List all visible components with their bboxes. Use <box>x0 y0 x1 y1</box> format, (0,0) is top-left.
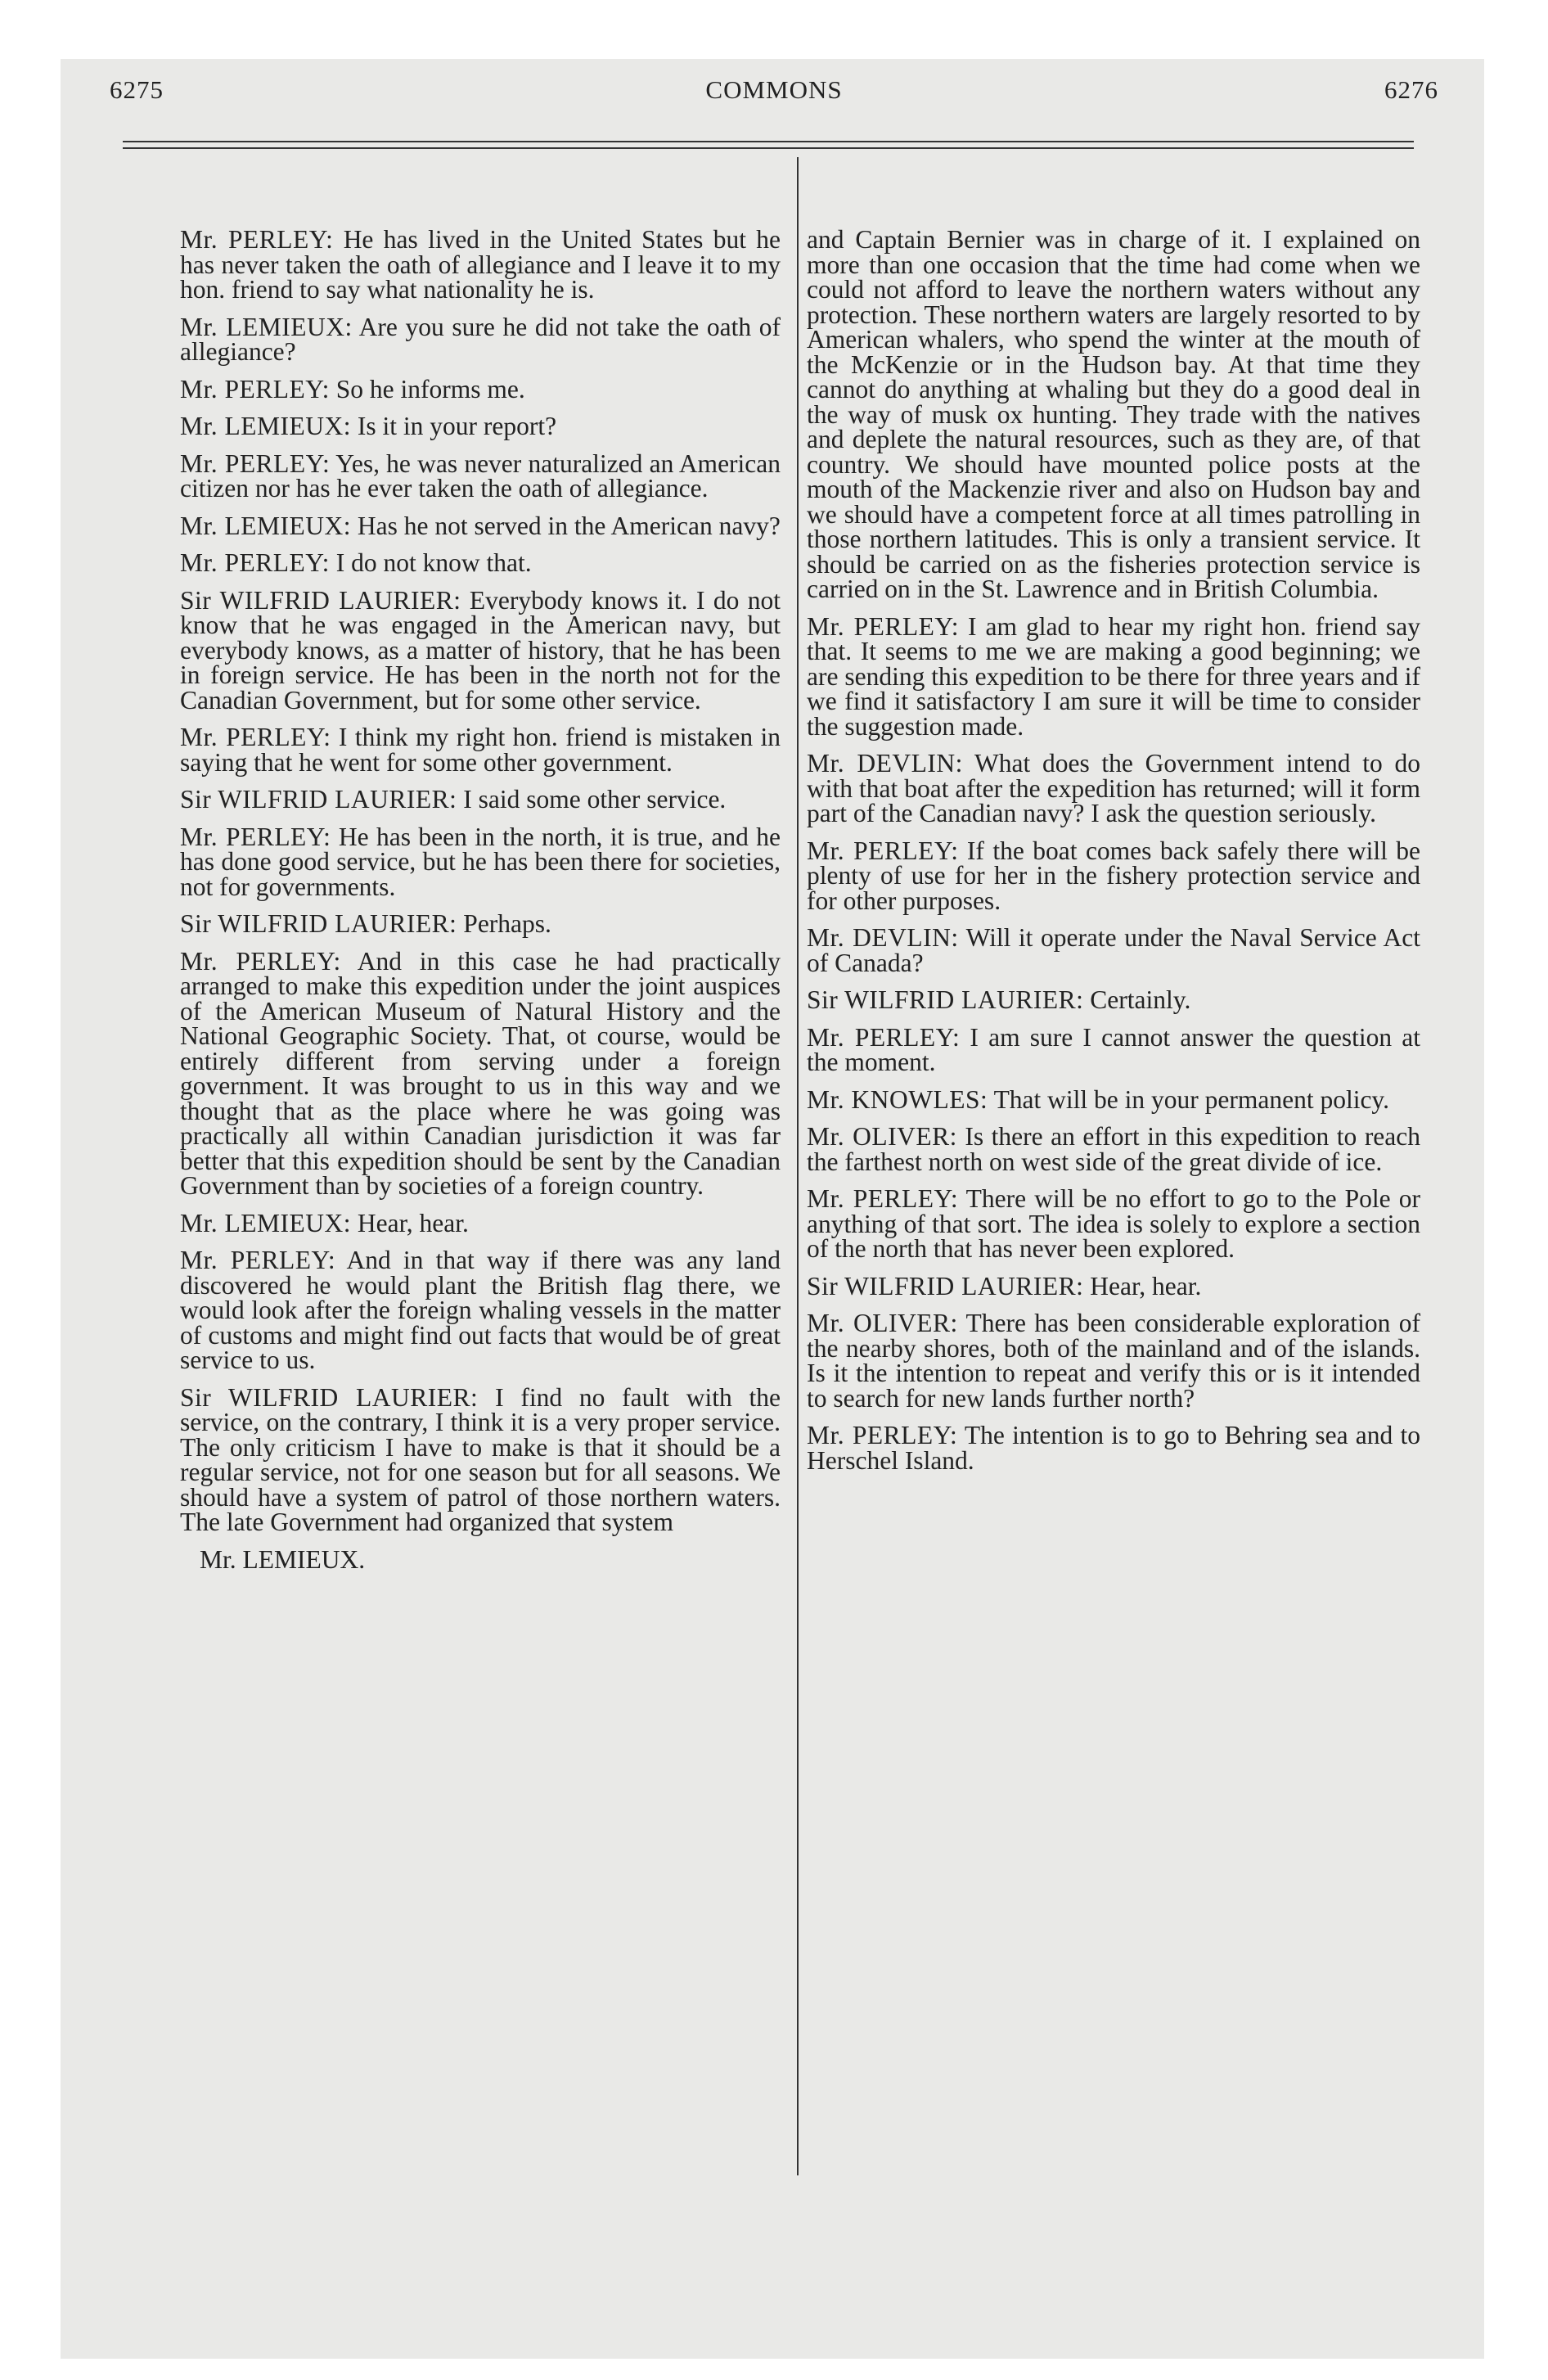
speech-text: Are you sure he did not take the oath of allegiance? <box>180 312 781 366</box>
speaker-name: Mr. PERLEY: <box>807 611 959 641</box>
speech-paragraph <box>180 225 781 304</box>
speech-paragraph <box>807 1311 1420 1411</box>
speech-text: And in that way if there was any land discovered he would plant the British flag there, we would look after the foreign whaling vessels in the matter of customs and might find out facts that would be of great service to us. <box>180 1246 781 1374</box>
speech-text: Certainly. <box>1090 985 1191 1014</box>
header-rule-top <box>123 141 1414 142</box>
speech-paragraph <box>180 946 781 1200</box>
speech-text: Hear, hear. <box>1090 1271 1202 1300</box>
page-header <box>110 75 1438 116</box>
speech-text: Perhaps. <box>463 909 551 938</box>
speech-text: There will be no effort to go to the Pole or anything of that sort. The idea is solely to explore a section of the north that has never been explored. <box>807 1184 1420 1263</box>
speaker-name: Mr. PERLEY: <box>180 822 331 851</box>
speech-text: Is it in your report? <box>357 412 557 440</box>
speaker-name: Mr. PERLEY: <box>807 1022 961 1052</box>
right-paragraphs <box>807 225 1421 1475</box>
speech-text: He has lived in the United States but he has never taken the oath of allegiance and I leave it to my hon. friend to say what nationality he is. <box>180 225 781 304</box>
speech-text: Hear, hear. <box>357 1208 469 1237</box>
speaker-name: Mr. PERLEY: <box>807 1184 959 1213</box>
speech-paragraph <box>180 787 781 813</box>
speaker-name: Mr. LEMIEUX: <box>180 412 351 440</box>
speech-text: I am sure I cannot answer the question at the moment. <box>807 1022 1421 1076</box>
speech-text: If the boat comes back safely there will be plenty of use for her in the fishery protection service and for other purposes. <box>807 836 1421 915</box>
speech-paragraph <box>180 585 781 714</box>
speaker-name: Mr. LEMIEUX: <box>180 312 353 341</box>
speech-paragraph <box>807 611 1421 741</box>
right-column <box>807 225 1421 1485</box>
speech-text: Yes, he was never naturalized an American citizen nor has he ever taken the oath of allegiance. <box>180 449 781 503</box>
header-rule-bottom <box>123 147 1414 149</box>
speech-paragraph <box>807 985 1420 1014</box>
page-number-right: 6276 <box>1384 75 1438 104</box>
speech-paragraph <box>807 751 1420 827</box>
speech-paragraph <box>807 1084 1420 1114</box>
speaker-name: Mr. LEMIEUX: <box>180 1208 351 1237</box>
speech-paragraph <box>180 312 781 366</box>
speech-text: I find no fault with the service, on the contrary, I think it is a very proper service. The only criticism I have to make is that it should be a regular service, not for one season but for all seasons. We should have a system of patrol of those northern waters. The late Government had organized that system <box>180 1382 781 1536</box>
speech-paragraph <box>807 1271 1420 1300</box>
page-title: COMMONS <box>705 75 843 104</box>
speaker-name: Sir WILFRID LAURIER: <box>807 985 1084 1014</box>
speech-text: Has he not served in the American navy? <box>357 511 781 540</box>
speaker-name: Sir WILFRID LAURIER: <box>807 1271 1084 1300</box>
speech-text: The intention is to go to Behring sea and to Herschel Island. <box>807 1421 1420 1475</box>
speech-text: What does the Government intend to do with that boat after the expedition has returned; will it form part of the Canadian navy? I ask the question seriously. <box>807 749 1421 827</box>
speaker-name: Sir WILFRID LAURIER: <box>180 785 457 814</box>
left-column <box>180 225 781 1574</box>
speaker-name: Sir WILFRID LAURIER: <box>180 1382 479 1412</box>
speech-paragraph <box>180 449 781 503</box>
speech-text: And in this case he had practically arranged to make this expedition under the joint auspices of the American Museum of Natural History and the National Geographic Society. That, ot course, would be entirely different from serving under a foreign government. It was brought to us in this way and we thought that as the place where he was going was practically all within Canadian jurisdiction it was far better that this expedition should be sent by the Canadian Government than by societies of a foreign country. <box>180 946 781 1200</box>
speaker-name: Mr. PERLEY: <box>180 449 331 478</box>
speech-text: Will it operate under the Naval Service Act of Canada? <box>807 923 1420 977</box>
speech-paragraph <box>807 923 1420 977</box>
speech-text: I said some other service. <box>463 785 727 814</box>
speech-paragraph <box>180 725 781 775</box>
speech-paragraph <box>807 1122 1421 1176</box>
page-number-left: 6275 <box>110 75 164 104</box>
speech-text: There has been considerable exploration of the nearby shores, both of the mainland and of the islands. Is it the intention to repeat and verify this or is it intended to search for new lands further north? <box>807 1309 1420 1413</box>
speaker-name: Mr. PERLEY: <box>180 946 341 976</box>
speaker-name: Mr. PERLEY: <box>180 548 330 577</box>
speaker-name: Mr. OLIVER: <box>807 1122 957 1151</box>
speech-text: and Captain Bernier was in charge of it. I explained on more than one occasion that the time had come when we could not afford to leave the northern waters without any protection. These northern waters are largely resorted to by American whalers, who spend the winter at the mouth of the McKenzie or in the Hudson bay. At that time they cannot do anything at whaling but they do a good deal in the way of musk ox hunting. They trade with the natives and deplete the natural resources, such as they are, of that country. We should have mounted police posts at the mouth of the Mackenzie river and also on Hudson bay and we should have a competent force at all times patrolling in those northern latitudes. This is only a transient service. It should be carried on as the fisheries protection service is carried on in the St. Lawrence and in British Columbia. <box>807 225 1420 603</box>
speaker-name: Mr. OLIVER: <box>807 1309 958 1337</box>
speech-text: Is there an effort in this expedition to reach the farthest north on west side of the great divide of ice. <box>807 1122 1421 1176</box>
speech-text: He has been in the north, it is true, and he has done good service, but he has been there for societies, not for governments. <box>180 822 781 901</box>
speaker-name: Mr. PERLEY: <box>180 374 330 403</box>
speaker-name: Mr. DEVLIN: <box>807 923 959 952</box>
speaker-name: Sir WILFRID LAURIER: <box>180 585 461 615</box>
speaker-name: Mr. PERLEY: <box>180 723 331 751</box>
speech-paragraph <box>180 822 781 901</box>
speech-text: Everybody knows it. I do not know that he was engaged in the American navy, but everybody knows, as a matter of history, that he has been in foreign service. He has been in the north not for the Canadian Government, but for some other service. <box>180 585 781 714</box>
left-paragraphs <box>180 225 781 1536</box>
speech-text: I do not know that. <box>335 548 532 577</box>
speech-text: I think my right hon. friend is mistaken in saying that he went for some other government. <box>180 723 781 777</box>
speech-text: I am glad to hear my right hon. friend say that. It seems to me we are making a good beginning; we are sending this expedition to be there for three years and if we find it satisfactory I am sure it will be time to consider the suggestion made. <box>807 611 1421 741</box>
speech-paragraph <box>807 1184 1420 1263</box>
column-divider <box>797 157 799 2175</box>
speech-paragraph <box>180 374 781 403</box>
speaker-name: Mr. PERLEY: <box>180 225 334 254</box>
speaker-name: Mr. PERLEY: <box>180 1246 336 1274</box>
speaker-name: Mr. LEMIEUX: <box>180 511 351 540</box>
speaker-name: Mr. KNOWLES: <box>807 1084 988 1114</box>
speech-paragraph <box>180 548 781 577</box>
running-footer: Mr. LEMIEUX. <box>200 1544 366 1574</box>
speech-paragraph <box>807 836 1421 915</box>
speech-paragraph <box>180 511 781 540</box>
speech-paragraph <box>180 909 781 938</box>
speech-paragraph <box>180 414 781 439</box>
speech-text: So he informs me. <box>335 374 525 403</box>
speech-paragraph <box>807 225 1420 603</box>
speech-paragraph <box>180 1382 781 1536</box>
speaker-name: Sir WILFRID LAURIER: <box>180 909 457 938</box>
speech-paragraph <box>807 1022 1421 1076</box>
speaker-name: Mr. DEVLIN: <box>807 749 963 778</box>
speech-paragraph <box>180 1208 781 1237</box>
speech-paragraph <box>180 1248 781 1373</box>
speech-paragraph <box>807 1423 1420 1473</box>
speaker-name: Mr. PERLEY: <box>807 1421 958 1449</box>
speech-text: That will be in your permanent policy. <box>993 1084 1390 1114</box>
speaker-name: Mr. PERLEY: <box>807 836 959 865</box>
